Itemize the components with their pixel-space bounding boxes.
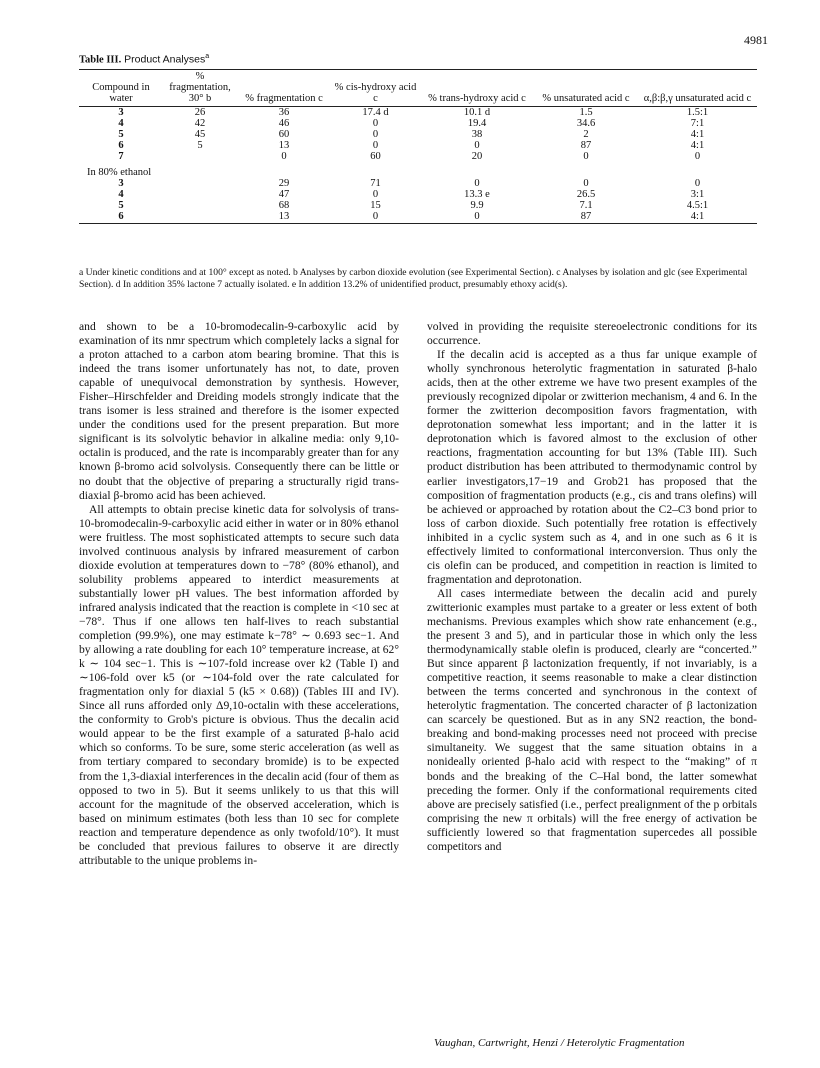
table-cell: 0: [583, 151, 589, 162]
table-cell: 0: [583, 178, 589, 189]
table-cell: 4: [118, 118, 124, 129]
table-cell: 26: [194, 107, 206, 118]
table-cell: 3: [118, 107, 124, 118]
table-cell: 29: [278, 178, 290, 189]
table-cell: 3:1: [690, 189, 705, 200]
table-cell: 7.1: [579, 200, 593, 211]
table-cell: 17.4 d: [362, 107, 389, 118]
table-cell: 71: [370, 178, 381, 189]
paragraph: If the decalin acid is accepted as a thus far unique example of wholly synchronous heterolytic fragmentation in saturated β-halo acids, then at the other extreme we have two present examples of the previously recognized dipolar or zwitterion mechanism, 4 and 6. In the former the zwitterion decomposition favors fragmentation, with deprotonation somewhat less important; and in the latter it is deprotonation which is favored almost to the exclusion of other reactions, fragmentation accounting for but 13% (Table III). Such product distribution has been attributed to thermodynamic control by earlier investigators,17−19 and Grob21 has proposed that the composition of fragmentation products (e.g., cis and trans olefins) will be achieved or approached by rotation about the C2–C3 bond prior to loss of carbon dioxide. Such potentially free rotation is effectively inhibited in a cyclic system such as 4, and in one such as 6 it is effectively limited to conformational interconversion. Thus only the cis olefin can be produced, and competition in reaction is limited to fragmentation and deprotonation.: [427, 348, 757, 586]
table-cell: 6: [79, 211, 163, 224]
paragraph: All attempts to obtain precise kinetic data for solvolysis of trans-10-bromodecalin-9-carboxylic acid either in water or in 80% ethanol were fruitless. The most sophisticated attempts to secure such data involved continuous analysis by infrared measurement of carbon dioxide evolution at temperatures down to −78° (80% ethanol), and solubility problems appeared to interdict measurements at substantially lower pH values. The best information afforded by infrared analysis indicated that the reaction is complete in <10 sec at −78°. Thus if one allows ten half-lives to reach substantial completion (99.9%), one may estimate k−78° ∼ 0.693 sec−1. And by allowing a rate doubling for each 10° temperature increase, at 62° k ∼ 104 sec−1. This is ∼107-fold increase over k2 (Table I) and ∼106-fold over k5 (or ∼104-fold over the rate calculated for fragmentation only for diaxial 5 (k5 × 0.68)) (Tables III and IV). Since all runs afforded only Δ9,10-octalin with these accelerations, the conformity to Grob's picture is obvious. Thus the decalin acid would appear to be the first example of a saturated β-halo acid which so conforms. To be sure, some steric acceleration (as well as from tertiary compared to secondary bromide) is to be expected from the 1,3-diaxial interferences in the decalin acid (four of them as opposed to two in 5). But it seems unlikely to us that this will account for the magnitude of the observed acceleration, which is based on minimum estimates (both less than 10 sec for complete reaction and temperature dependence as only twofold/10°). It must be concluded that previous failures to observe it are directly attributable to the unique problems in-: [79, 502, 399, 867]
table-row: [79, 200, 757, 211]
paragraph: All cases intermediate between the decalin acid and purely zwitterionic examples must partake to a greater or less extent of both mechanisms. Previous examples which show rate enhancement (e.g., the present 3 and 5), and in particular those in which only the less thermodynamically stable olefin is produced, clearly are “concerted.” But since apparent β lactonization frequently, if not invariably, is a competitive reaction, it seems reasonable to make a clear distinction between the terms concerted and synchronous in the context of heterolytic fragmentation. The concerted character of β lactonization can scarcely be questioned. But as in any SN2 reaction, the bond-breaking and bond-making processes need not proceed with precise simultaneity. We suggest that the same situation obtains in a nonideally oriented β-halo acid with respect to the “making” of π bonds and the breaking of the C–Hal bond, the latter somewhat preceding the former. Only if the conformational requirements cited above are precisely satisfied (i.e., perfect prealignment of the p orbitals comprising the new π orbitals) will the free energy of activation be sufficiently lowered so that fragmentation supercedes all possible competitors and: [427, 586, 757, 853]
running-footer: Vaughan, Cartwright, Henzi / Heterolytic Fragmentation: [434, 1037, 685, 1049]
table-cell: 36: [278, 107, 290, 118]
table-section-row: [79, 162, 757, 178]
table-cell: 5: [118, 200, 124, 211]
table-cell: 4:1: [638, 211, 757, 224]
table-cell: 0: [694, 178, 701, 189]
table-cell: 26.5: [576, 189, 596, 200]
header-fragmentation-30: % fragmentation, 30° b: [163, 70, 237, 107]
table-caption-text: Product Analyses: [124, 53, 206, 66]
table-row: [79, 178, 757, 189]
table-row: [79, 129, 757, 140]
table-caption-note: a: [205, 53, 210, 60]
table-cell: 68: [278, 200, 290, 211]
table-cell: 2: [583, 129, 589, 140]
header-fragmentation: % fragmentation c: [237, 70, 331, 107]
table-cell: 7:1: [690, 118, 705, 129]
table-cell: 0: [474, 178, 480, 189]
table-cell: 0: [474, 140, 480, 151]
table-row: [79, 151, 757, 162]
table-cell: 3: [118, 178, 124, 189]
table-cell: 5: [197, 140, 203, 151]
table-cell: 13: [278, 140, 290, 151]
table-row: [79, 107, 757, 119]
table-cell: 5: [118, 129, 124, 140]
table-cell: 9.9: [470, 200, 484, 211]
table-cell: 42: [194, 118, 206, 129]
table-header-row: [79, 70, 757, 107]
paragraph: volved in providing the requisite stereoelectronic conditions for its occurrence.: [427, 320, 757, 348]
table-cell: 87: [580, 140, 592, 151]
table-cell: 60: [370, 151, 381, 162]
table-cell: 4: [118, 189, 124, 200]
table-cell: 0: [372, 118, 379, 129]
table-row: [79, 140, 757, 151]
table-caption-label: Table III.: [79, 54, 122, 66]
table-row: [79, 118, 757, 129]
table-cell: 34.6: [576, 118, 596, 129]
table-cell: 1.5:1: [686, 107, 709, 118]
table-cell: 15: [370, 200, 381, 211]
table-cell: 0: [372, 140, 379, 151]
left-column: [79, 320, 399, 868]
table-cell: 4.5:1: [686, 200, 709, 211]
table-caption: [79, 53, 209, 66]
section-label-ethanol: In 80% ethanol: [87, 167, 152, 178]
right-column: [427, 320, 757, 854]
table-row: [79, 211, 757, 224]
table-cell: 46: [278, 118, 290, 129]
table-cell: 20: [471, 151, 483, 162]
header-cis-hydroxy: % cis-hydroxy acid c: [331, 70, 420, 107]
table-cell: 0: [372, 129, 379, 140]
table-cell: 4:1: [690, 140, 705, 151]
product-analyses-table: [79, 69, 757, 224]
table-cell: [163, 189, 237, 200]
table-cell: [163, 211, 237, 224]
table-cell: 87: [534, 211, 638, 224]
table-cell: 0: [372, 189, 379, 200]
header-unsaturated: % unsaturated acid c: [534, 70, 638, 107]
table-row: [79, 189, 757, 200]
table-cell: 1.5: [579, 107, 593, 118]
page-number: 4981: [744, 33, 768, 47]
table-cell: 13.3 e: [464, 189, 490, 200]
paragraph: and shown to be a 10-bromodecalin-9-carboxylic acid by examination of its nmr spectrum which completely lacks a signal for a proton attached to a carbon atom bearing bromine. That this is indeed the trans isomer unfortunately has not, to date, proven capable of unequivocal demonstration by synthesis. However, Fisher–Hirschfelder and Dreiding models strongly indicate that the trans isomer is less strained and therefore is the isomer expected under the conditions used for the present preparation. But more significant is its solvolytic behavior in alkaline media: only 9,10-octalin is produced, and the rate is incomparably greater than for any known β-bromo acid solvolysis. Consequently there can be little or no doubt that the objective of preparing a structurally rigid trans-diaxial β-bromo acid has been achieved.: [79, 320, 399, 502]
table-cell: [163, 151, 237, 162]
table-cell: 0: [694, 151, 701, 162]
table-cell: 4:1: [690, 129, 705, 140]
table-cell: [163, 178, 237, 189]
header-trans-hydroxy: % trans-hydroxy acid c: [420, 70, 534, 107]
table-cell: 13: [237, 211, 331, 224]
table-cell: 10.1 d: [463, 107, 491, 118]
table-cell: [163, 200, 237, 211]
table-cell: 0: [331, 211, 420, 224]
table-cell: 19.4: [467, 118, 487, 129]
table-cell: 7: [118, 151, 124, 162]
table-cell: 60: [278, 129, 290, 140]
table-cell: 47: [278, 189, 290, 200]
table-cell: 45: [194, 129, 206, 140]
header-ab-bg-ratio: α,β:β,γ unsaturated acid c: [638, 70, 757, 107]
table-cell: 38: [471, 129, 483, 140]
table-footnotes: a Under kinetic conditions and at 100° except as noted. b Analyses by carbon dioxide evolution (see Experimental Section). c Analyses by isolation and glc (see Experimental Section). d In addition 35% lactone 7 actually isolated. e In addition 13.2% of unidentified product, presumably ethoxy acid(s).: [79, 267, 748, 290]
table-cell: 0: [281, 151, 287, 162]
table-cell: 6: [118, 140, 124, 151]
table-cell: 0: [420, 211, 534, 224]
header-compound: Compound in water: [79, 70, 163, 107]
